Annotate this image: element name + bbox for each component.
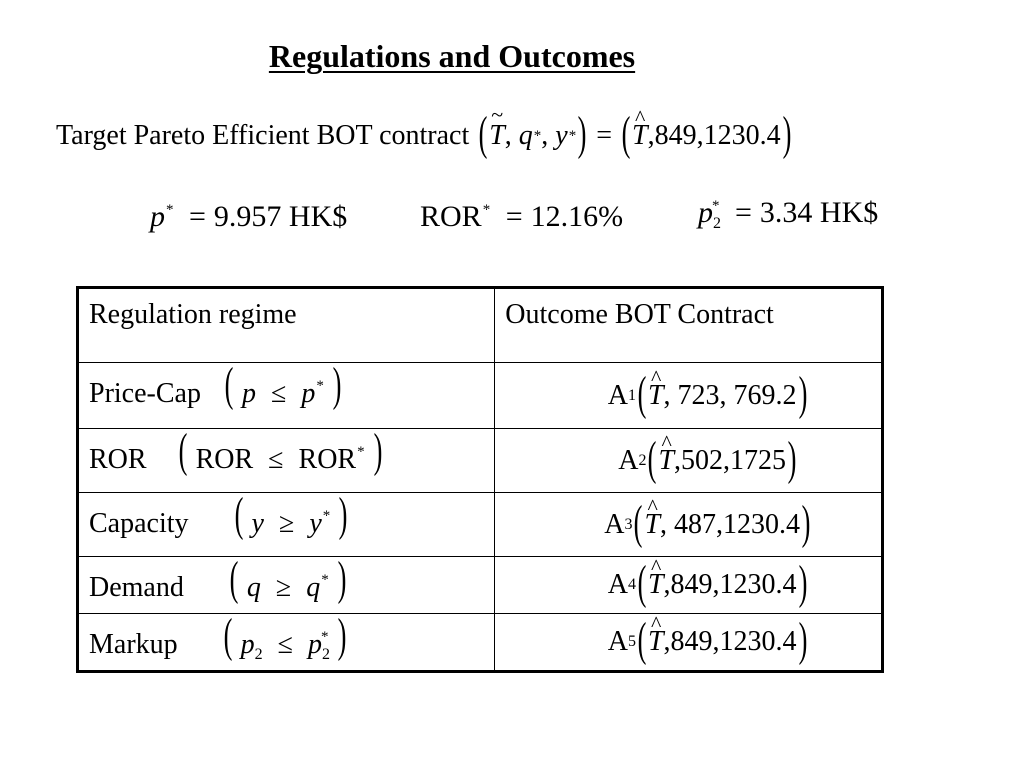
constraint-rhs: q [306,572,321,603]
target-q-star: q [518,120,533,151]
regime-label: ROR [89,444,147,475]
p2-star-value: 3.34 HK$ [759,196,879,229]
outcome-values: 849,1230.4 [670,626,797,657]
constraint-lhs: y [251,508,264,539]
outcome-subscript: 5 [627,633,636,650]
constraint-lhs-subscript: 2 [254,646,263,663]
constraint-rhs-subscript: 2 [322,646,331,663]
outcome-values: 502,1725 [681,444,787,476]
outcome-t-hat: ^ T [644,509,660,541]
outcome-label: A [607,379,628,411]
outcome-cell: A 5 ( ^ T , 849,1230.4 ) [495,614,883,672]
target-t-tilde: ~ T [489,120,505,152]
outcome-subscript: 1 [627,386,636,404]
constraint-rhs: ROR [298,444,357,475]
regime-label: Price-Cap [89,378,201,409]
p2-star-subscript: 2 [713,215,721,232]
table-header-row [78,288,883,363]
target-t-hat: ^ T [632,120,648,152]
header-regulation-regime: Regulation regime [78,288,495,363]
regime-cell: Demand ( q ≥ q* ) [78,557,495,614]
constraint-rhs: y [309,508,322,539]
regime-cell: Markup ( $p_2 \le p_2^*$ ) [78,614,495,672]
optimal-price: p* = 9.957 HK$ [150,200,348,233]
ror-star-symbol: ROR [420,200,482,233]
table-row [78,614,883,672]
regime-label: Markup [89,629,178,660]
outcome-label: A [618,444,639,476]
p2-star-symbol: p [698,196,713,229]
target-contract-line: Target Pareto Efficient BOT contract ( ~ T , q * , y * ) = ( ^ T , 849,1230.4 ) [56,108,793,164]
outcome-t-hat: ^ T [648,626,664,658]
outcome-t-hat: ^ T [648,569,664,601]
outcome-cell: A 1 ( ^ T , 723, 769.2 ) [495,363,883,429]
table-row [78,363,883,429]
outcome-t-hat: ^ T [658,445,674,477]
regime-label: Capacity [89,508,189,539]
constraint-rhs: p [301,378,316,409]
regime-cell: ROR ( ROR ≤ ROR* ) [78,429,495,493]
outcome-values: 849,1230.4 [670,569,797,600]
constraint-operator: ≤ [268,444,284,475]
constraint-lhs: p [240,629,255,660]
constraint-rhs: p [308,629,323,660]
p-star-value: 9.957 HK$ [213,200,348,233]
outcome-cell: A 4 ( ^ T , 849,1230.4 ) [495,557,883,614]
target-y-star: y [555,120,568,151]
page-title: Regulations and Outcomes [268,38,636,74]
outcome-cell: A 2 ( ^ T , 502,1725 ) [495,429,883,493]
outcome-label: A [604,508,625,540]
regime-label: Demand [89,572,184,603]
constraint-lhs: ROR [195,444,254,475]
outcome-values: 723, 769.2 [677,379,797,411]
outcome-subscript: 3 [624,515,633,533]
constraint-lhs: p [241,378,256,409]
table-row [78,493,883,557]
outcome-values: 487,1230.4 [674,508,801,540]
outcome-label: A [607,569,628,600]
regime-cell: Price-Cap ( p ≤ p* ) [78,363,495,429]
constraint-operator: ≥ [275,572,292,603]
outcome-cell: A 3 ( ^ T , 487,1230.4 ) [495,493,883,557]
optimal-markup-price: $p_2^* = 3.34$ HK$ [698,196,879,232]
regulation-outcome-table [76,286,884,673]
outcome-subscript: 4 [627,576,636,593]
outcome-subscript: 2 [638,451,647,469]
table-row [78,429,883,493]
outcome-t-hat: ^ T [648,380,664,412]
optimal-ror: ROR* = 12.16% [420,200,624,233]
p-star-symbol: p [150,200,165,233]
outcome-label: A [607,626,628,657]
target-contract-label: Target Pareto Efficient BOT contract [56,120,470,151]
constraint-operator: ≥ [278,508,295,539]
constraint-operator: ≤ [270,378,287,409]
table-row [78,557,883,614]
regime-cell: Capacity ( y ≥ y* ) [78,493,495,557]
header-outcome-contract: Outcome BOT Contract [495,288,883,363]
constraint-operator: ≤ [277,629,294,660]
target-values: 849,1230.4 [654,120,781,151]
constraint-lhs: q [246,572,261,603]
ror-star-value: 12.16% [530,200,624,233]
